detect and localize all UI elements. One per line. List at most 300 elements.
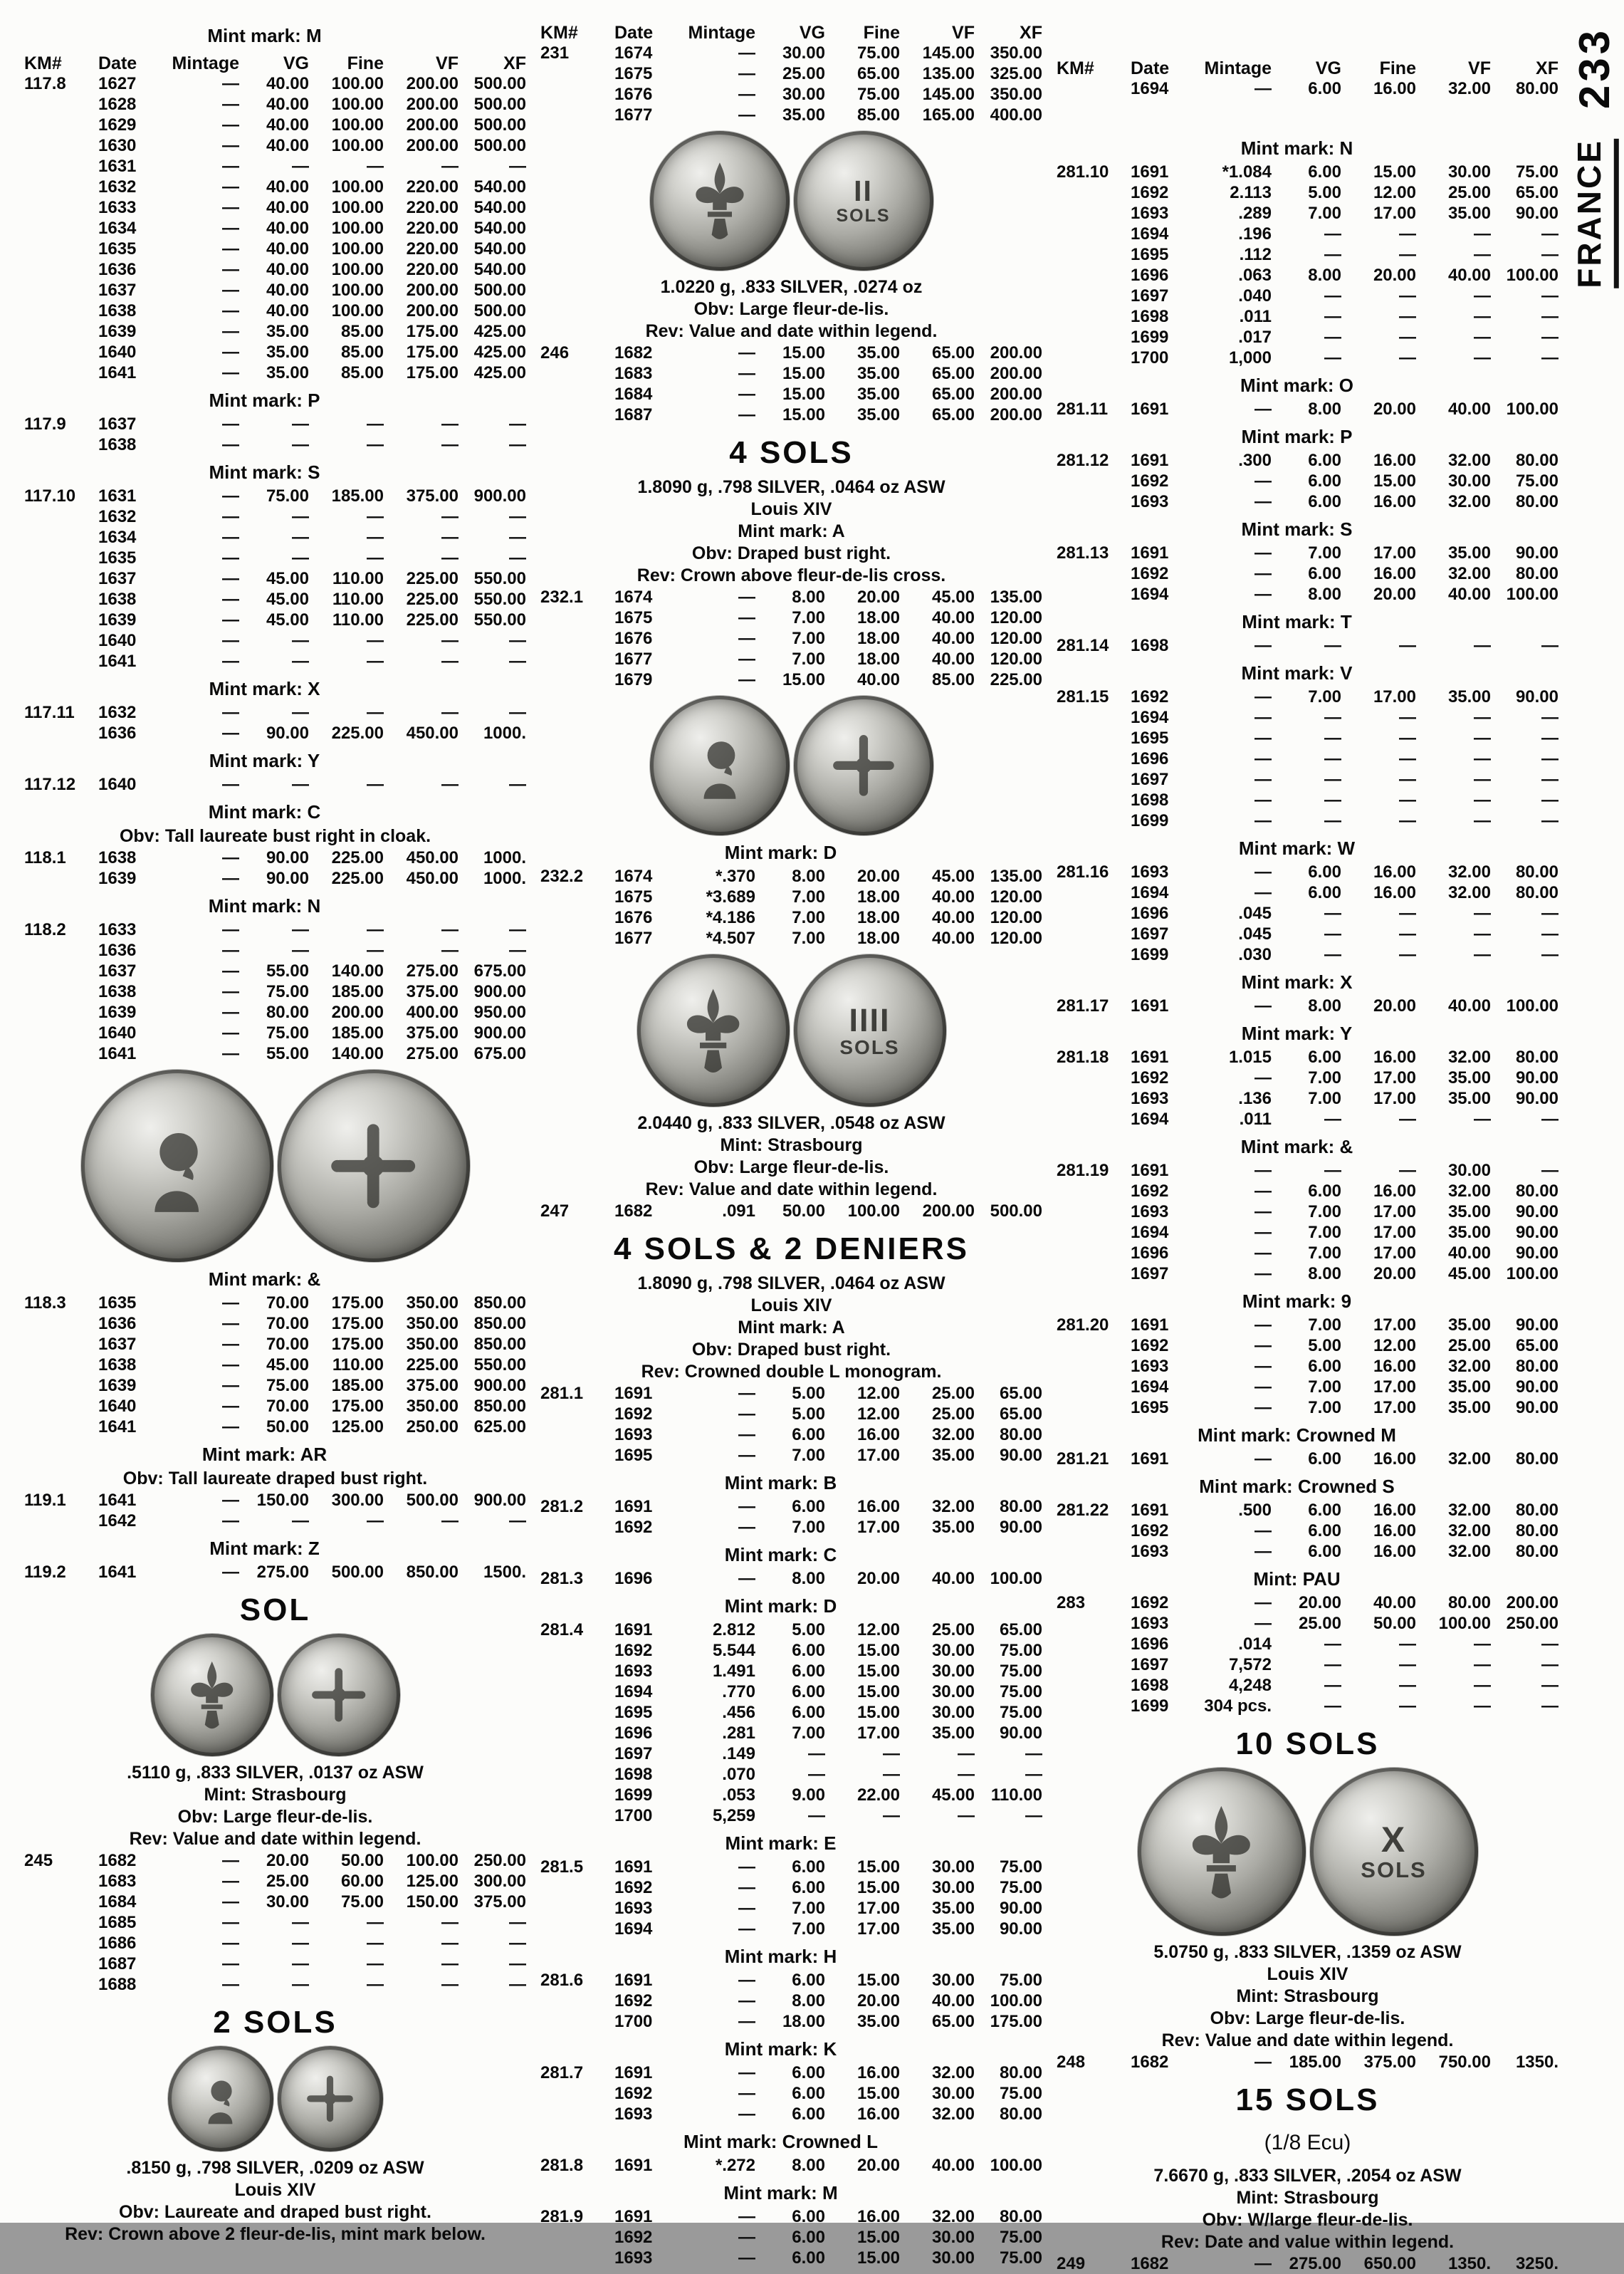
mintage-cell: —	[1254, 1542, 1272, 1561]
vf-cell: 220.00	[406, 198, 459, 217]
price-row	[1057, 1675, 1558, 1696]
spec-note: 1.8090 g, .798 SILVER, .0464 oz ASW	[637, 1273, 945, 1293]
vg-cell: —	[1324, 286, 1341, 306]
km-cell: 281.13	[1057, 543, 1109, 563]
xf-cell: —	[509, 652, 526, 671]
coin-value-line: SOLS	[1361, 1857, 1427, 1882]
mintage-cell: —	[738, 1569, 755, 1588]
fine-cell: 65.00	[856, 64, 900, 83]
vg-cell: 185.00	[1289, 2053, 1341, 2072]
vg-cell: 70.00	[266, 1293, 309, 1313]
date-cell: 1687	[614, 405, 653, 424]
date-cell: 1639	[98, 1376, 137, 1395]
date-cell: 1627	[98, 74, 137, 93]
fine-cell: 20.00	[856, 588, 900, 607]
mintage-cell: —	[1254, 585, 1272, 604]
fine-cell: 16.00	[1373, 1542, 1416, 1561]
fine-cell: 17.00	[1373, 204, 1416, 223]
price-row	[1057, 1356, 1558, 1377]
vg-cell: 6.00	[1308, 79, 1341, 98]
xf-cell: 90.00	[1515, 204, 1558, 223]
xf-cell: —	[1541, 1634, 1558, 1654]
price-row	[1057, 635, 1558, 656]
mintage-cell: .040	[1238, 286, 1272, 306]
price-row	[540, 343, 1042, 363]
vf-cell: 35.00	[1447, 1398, 1491, 1417]
fine-cell: 185.00	[331, 1376, 384, 1395]
price-row	[540, 105, 1042, 125]
xf-cell: —	[1541, 904, 1558, 923]
mintage-cell: *3.689	[706, 887, 755, 907]
xf-cell: 540.00	[473, 219, 526, 238]
price-row	[1057, 728, 1558, 749]
mintage-cell: —	[1254, 1264, 1272, 1283]
date-cell: 1677	[614, 650, 653, 669]
fine-cell: 35.00	[856, 405, 900, 424]
price-row	[24, 197, 526, 218]
xf-cell: 80.00	[999, 1425, 1042, 1444]
vg-cell: 35.00	[782, 105, 825, 125]
fine-cell: 100.00	[331, 95, 384, 114]
xf-cell: 540.00	[473, 260, 526, 279]
mintage-cell: —	[1254, 1223, 1272, 1242]
vf-cell: 32.00	[1447, 492, 1491, 511]
xf-cell: 250.00	[1506, 1614, 1558, 1633]
vg-cell: 40.00	[266, 301, 309, 320]
vg-cell: —	[1324, 636, 1341, 655]
xf-cell: 75.00	[999, 1641, 1042, 1660]
vf-cell: 30.00	[931, 1682, 975, 1701]
vf-cell: 30.00	[931, 1662, 975, 1681]
spec-note: Louis XIV	[750, 499, 832, 519]
xf-cell: 80.00	[1515, 1182, 1558, 1201]
price-row	[1057, 182, 1558, 203]
mintage-cell: —	[738, 1425, 755, 1444]
xf-cell: 90.00	[999, 1919, 1042, 1939]
table-header-cell: XF	[1536, 58, 1558, 78]
xf-cell: 135.00	[990, 867, 1042, 886]
vf-cell: 100.00	[406, 1851, 459, 1870]
km-cell: 119.2	[24, 1563, 66, 1582]
vf-cell: —	[1474, 1655, 1491, 1674]
date-cell: 1694	[1131, 883, 1169, 902]
date-cell: 1632	[98, 507, 137, 526]
vf-cell: —	[1474, 328, 1491, 347]
fine-cell: 110.00	[332, 610, 384, 630]
vg-cell: —	[292, 631, 309, 650]
price-row	[1057, 1613, 1558, 1634]
date-cell: 1691	[614, 1384, 653, 1403]
price-row	[24, 414, 526, 434]
price-row	[24, 1023, 526, 1043]
vg-cell: 8.00	[1308, 585, 1341, 604]
date-cell: 1676	[614, 629, 653, 648]
fine-cell: 20.00	[1373, 996, 1416, 1016]
vf-cell: 32.00	[1447, 1501, 1491, 1520]
fine-cell: 100.00	[331, 281, 384, 300]
spec-note: Louis XIV	[234, 2180, 316, 2200]
fine-cell: 12.00	[1373, 183, 1416, 202]
mint-mark-heading: Mint mark: &	[1240, 1136, 1353, 1157]
date-cell: 1679	[614, 670, 653, 689]
vg-cell: 6.00	[792, 1703, 825, 1722]
table-header-cell: KM#	[24, 53, 62, 73]
spec-note: Rev: Date and value within legend.	[1161, 2232, 1455, 2252]
coin-value-line: SOLS	[839, 1036, 900, 1058]
xf-cell: 120.00	[990, 608, 1042, 627]
vg-cell: 7.00	[1308, 1089, 1341, 1108]
vf-cell: —	[441, 775, 459, 794]
vf-cell: 100.00	[1438, 1614, 1491, 1633]
mintage-cell: —	[222, 631, 239, 650]
fine-cell: 22.00	[856, 1785, 900, 1805]
coin-image-pair	[24, 1070, 526, 1262]
vf-cell: 350.00	[406, 1293, 459, 1313]
fine-cell: 100.00	[331, 74, 384, 93]
vg-cell: —	[1324, 1676, 1341, 1695]
xf-cell: —	[1025, 1765, 1042, 1784]
price-row	[24, 651, 526, 672]
date-cell: 1631	[98, 157, 137, 176]
price-row	[1057, 78, 1558, 99]
fine-cell: —	[883, 1765, 900, 1784]
vg-cell: 40.00	[266, 260, 309, 279]
fine-cell: 175.00	[331, 1314, 384, 1333]
xf-cell: 80.00	[1515, 883, 1558, 902]
xf-cell: 120.00	[990, 629, 1042, 648]
coin-image-pair	[24, 2046, 526, 2152]
table-header-cell: VG	[283, 53, 309, 73]
vg-cell: 25.00	[782, 64, 825, 83]
fine-cell: —	[1399, 924, 1416, 944]
price-row	[540, 1568, 1042, 1589]
mintage-cell: .053	[722, 1785, 755, 1805]
mint-mark-heading: Mint mark: M	[207, 25, 322, 46]
xf-cell: 75.00	[999, 1878, 1042, 1897]
xf-cell: —	[1541, 729, 1558, 748]
date-cell: 1639	[98, 610, 137, 630]
vg-cell: 75.00	[266, 1023, 309, 1043]
date-cell: 1693	[614, 1899, 653, 1918]
vf-cell: 30.00	[1447, 1161, 1491, 1180]
mintage-cell: —	[1254, 1593, 1272, 1612]
xf-cell: —	[1541, 307, 1558, 326]
vg-cell: —	[1324, 1634, 1341, 1654]
mintage-cell: —	[1254, 1161, 1272, 1180]
vf-cell: —	[1474, 729, 1491, 748]
vf-cell: 35.00	[1447, 1202, 1491, 1221]
mint-mark-heading: Mint mark: S	[209, 461, 320, 483]
date-cell: 1691	[614, 1620, 653, 1639]
vg-cell: 70.00	[266, 1314, 309, 1333]
xf-cell: 1000.	[483, 869, 526, 888]
fine-cell: 35.00	[856, 364, 900, 383]
fine-cell: 12.00	[1373, 1336, 1416, 1355]
price-row	[1057, 450, 1558, 471]
mintage-cell: —	[738, 1446, 755, 1465]
price-row	[24, 527, 526, 548]
price-row	[24, 568, 526, 589]
mintage-cell: —	[738, 608, 755, 627]
coin-value-lines	[839, 1003, 899, 1058]
fine-cell: —	[367, 548, 384, 568]
spec-note: .8150 g, .798 SILVER, .0209 oz ASW	[126, 2158, 424, 2178]
vf-cell: —	[1474, 1696, 1491, 1716]
coin-value-text	[794, 954, 946, 1107]
fine-cell: 15.00	[1373, 471, 1416, 491]
table-header-cell: Date	[1131, 58, 1170, 78]
mintage-cell: *.370	[715, 867, 755, 886]
vg-cell: —	[1324, 1655, 1341, 1674]
xf-cell: 110.00	[990, 1785, 1042, 1805]
vf-cell: —	[1474, 770, 1491, 789]
vg-cell: 6.00	[1308, 1501, 1341, 1520]
mintage-cell: .456	[722, 1703, 755, 1722]
vf-cell: 30.00	[1447, 471, 1491, 491]
date-cell: 1692	[614, 1641, 653, 1660]
vf-cell: 220.00	[406, 260, 459, 279]
table-header-cell: VG	[1315, 58, 1341, 78]
price-row	[1057, 1068, 1558, 1088]
xf-cell: 350.00	[990, 85, 1042, 104]
vg-cell: —	[292, 1511, 309, 1530]
xf-cell: 540.00	[473, 198, 526, 217]
coin-value-line: X	[1381, 1820, 1407, 1860]
mintage-cell: —	[222, 869, 239, 888]
coin-value-text	[794, 131, 933, 271]
vg-cell: 55.00	[266, 961, 309, 981]
vg-cell: —	[292, 1954, 309, 1973]
fine-cell: 17.00	[1373, 1089, 1416, 1108]
price-row	[24, 321, 526, 342]
vf-cell: —	[441, 1954, 459, 1973]
vf-cell: 500.00	[406, 1491, 459, 1510]
xf-cell: —	[1025, 1806, 1042, 1825]
date-cell: 1691	[1131, 1161, 1169, 1180]
fine-cell: 35.00	[856, 2012, 900, 2031]
date-cell: 1691	[1131, 1048, 1169, 1067]
vf-cell: 35.00	[931, 1899, 975, 1918]
fine-cell: 12.00	[856, 1620, 900, 1639]
vg-cell: 18.00	[782, 2012, 825, 2031]
date-cell: 1638	[98, 982, 137, 1001]
xf-cell: —	[509, 703, 526, 722]
fine-cell: 100.00	[331, 198, 384, 217]
fine-cell: —	[1399, 1634, 1416, 1654]
xf-cell: 90.00	[1515, 1068, 1558, 1088]
xf-cell: 100.00	[990, 2156, 1042, 2175]
vf-cell: 350.00	[406, 1335, 459, 1354]
fine-cell: 60.00	[340, 1872, 384, 1891]
price-row	[540, 384, 1042, 405]
vg-cell: —	[1324, 348, 1341, 367]
coin-image	[278, 1634, 400, 1756]
price-row	[540, 1383, 1042, 1404]
fine-cell: —	[1399, 224, 1416, 244]
vf-cell: 225.00	[406, 569, 459, 588]
table-header-cell: VF	[436, 53, 459, 73]
fine-cell: —	[367, 1954, 384, 1973]
xf-cell: 1000.	[483, 724, 526, 743]
xf-cell: 65.00	[999, 1620, 1042, 1639]
date-cell: 1641	[98, 363, 137, 382]
date-cell: 1635	[98, 1293, 137, 1313]
date-cell: 1641	[98, 1417, 137, 1436]
vf-cell: —	[958, 1765, 975, 1784]
xf-cell: 80.00	[999, 2207, 1042, 2226]
mint-mark-heading: Mint mark: W	[1238, 838, 1356, 859]
fine-cell: —	[1399, 286, 1416, 306]
vf-cell: 200.00	[406, 74, 459, 93]
mintage-cell: —	[1254, 1315, 1272, 1335]
date-cell: 1696	[1131, 1243, 1169, 1263]
mintage-cell: —	[738, 1971, 755, 1990]
fine-cell: —	[367, 157, 384, 176]
table-header-cell: Fine	[863, 23, 900, 43]
vg-cell: 7.00	[1308, 1398, 1341, 1417]
mintage-cell: —	[222, 982, 239, 1001]
km-cell: 281.4	[540, 1620, 584, 1639]
price-row	[24, 434, 526, 455]
date-cell: 1692	[1131, 183, 1169, 202]
mintage-cell: .014	[1238, 1634, 1272, 1654]
vf-cell: —	[1474, 245, 1491, 264]
vg-cell: 6.00	[792, 1497, 825, 1516]
vg-cell: 6.00	[1308, 162, 1341, 182]
price-row	[540, 2206, 1042, 2227]
price-row	[540, 607, 1042, 628]
coin-image	[794, 131, 933, 271]
price-row	[24, 486, 526, 506]
fine-cell: 16.00	[1373, 1521, 1416, 1540]
vf-cell: —	[441, 1975, 459, 1994]
date-cell: 1698	[1131, 307, 1169, 326]
section-heading: 10 SOLS	[1235, 1726, 1380, 1761]
mintage-cell: —	[222, 724, 239, 743]
price-row	[1057, 749, 1558, 769]
fine-cell: —	[883, 1806, 900, 1825]
spec-note: Rev: Crown above fleur-de-lis cross.	[636, 565, 946, 585]
fine-cell: 18.00	[856, 608, 900, 627]
date-cell: 1638	[98, 590, 137, 609]
spec-note: Rev: Value and date within legend.	[645, 321, 938, 341]
fine-cell: —	[1399, 1655, 1416, 1674]
xf-cell: —	[509, 775, 526, 794]
date-cell: 1641	[98, 1563, 137, 1582]
vf-cell: —	[1474, 1676, 1491, 1695]
mintage-cell: —	[222, 414, 239, 434]
fine-cell: 16.00	[1373, 1449, 1416, 1469]
xf-cell: 120.00	[990, 650, 1042, 669]
vf-cell: —	[1474, 1110, 1491, 1129]
vf-cell: —	[441, 1511, 459, 1530]
fine-cell: 100.00	[331, 115, 384, 135]
vg-cell: —	[1324, 749, 1341, 768]
date-cell: 1692	[614, 1404, 653, 1424]
mintage-cell: —	[1254, 883, 1272, 902]
mintage-cell: —	[1254, 1614, 1272, 1633]
vf-cell: 35.00	[1447, 1068, 1491, 1088]
vg-cell: 5.00	[792, 1384, 825, 1403]
vf-cell: —	[1474, 224, 1491, 244]
xf-cell: 90.00	[1515, 1398, 1558, 1417]
vf-cell: —	[1474, 348, 1491, 367]
vg-cell: —	[292, 414, 309, 434]
date-cell: 1635	[98, 239, 137, 259]
fine-cell: 75.00	[340, 1892, 384, 1911]
price-row	[24, 940, 526, 961]
fine-cell: 185.00	[331, 1023, 384, 1043]
date-cell: 1691	[1131, 1501, 1169, 1520]
mintage-cell: —	[222, 136, 239, 155]
date-cell: 1637	[98, 281, 137, 300]
fine-cell: —	[367, 1913, 384, 1932]
date-cell: 1628	[98, 95, 137, 114]
fine-cell: —	[1399, 1161, 1416, 1180]
price-row	[1057, 1592, 1558, 1613]
date-cell: 1636	[98, 941, 137, 960]
fine-cell: 17.00	[1373, 1315, 1416, 1335]
table-header-row	[1057, 54, 1558, 78]
vg-cell: 7.00	[792, 629, 825, 648]
spacer	[1057, 99, 1558, 131]
vf-cell: —	[441, 631, 459, 650]
price-row	[24, 702, 526, 723]
km-cell: 117.9	[24, 414, 66, 434]
vf-cell: 45.00	[931, 588, 975, 607]
vg-cell: —	[808, 1806, 825, 1825]
mintage-cell: .289	[1238, 204, 1272, 223]
country-label: FRANCE	[1570, 139, 1619, 288]
mintage-cell: —	[222, 177, 239, 197]
coin-value-line: SOLS	[836, 206, 891, 226]
vf-cell: —	[958, 1744, 975, 1763]
xf-cell: 90.00	[1515, 1315, 1558, 1335]
mintage-cell: *.272	[715, 2156, 755, 2175]
price-row	[540, 649, 1042, 669]
mintage-cell: —	[222, 1335, 239, 1354]
mintage-cell: 2.812	[712, 1620, 755, 1639]
date-cell: 1674	[614, 588, 653, 607]
vg-cell: 90.00	[266, 724, 309, 743]
vf-cell: 40.00	[931, 1991, 975, 2010]
km-cell: 281.17	[1057, 996, 1109, 1016]
date-cell: 1683	[98, 1872, 137, 1891]
mintage-cell: —	[738, 2084, 755, 2103]
price-row	[24, 630, 526, 651]
date-cell: 1691	[1131, 1449, 1169, 1469]
vf-cell: 400.00	[406, 1003, 459, 1022]
xf-cell: —	[1541, 791, 1558, 810]
price-row	[1057, 882, 1558, 903]
vf-cell: 40.00	[1447, 400, 1491, 419]
vg-cell: —	[808, 1765, 825, 1784]
price-row	[1057, 1222, 1558, 1243]
vg-cell: 15.00	[782, 405, 825, 424]
table-header-row	[540, 19, 1042, 43]
price-row	[1057, 203, 1558, 224]
spec-note: Obv: Large fleur-de-lis.	[177, 1807, 373, 1827]
vg-cell: 7.00	[1308, 1068, 1341, 1088]
coin-image-pair	[24, 1634, 526, 1756]
vg-cell: 8.00	[792, 2156, 825, 2175]
xf-cell: 3250.	[1515, 2254, 1558, 2273]
vg-cell: 5.00	[792, 1404, 825, 1424]
vg-cell: —	[1324, 307, 1341, 326]
price-row	[24, 239, 526, 259]
price-row	[24, 135, 526, 156]
date-cell: 1634	[98, 528, 137, 547]
